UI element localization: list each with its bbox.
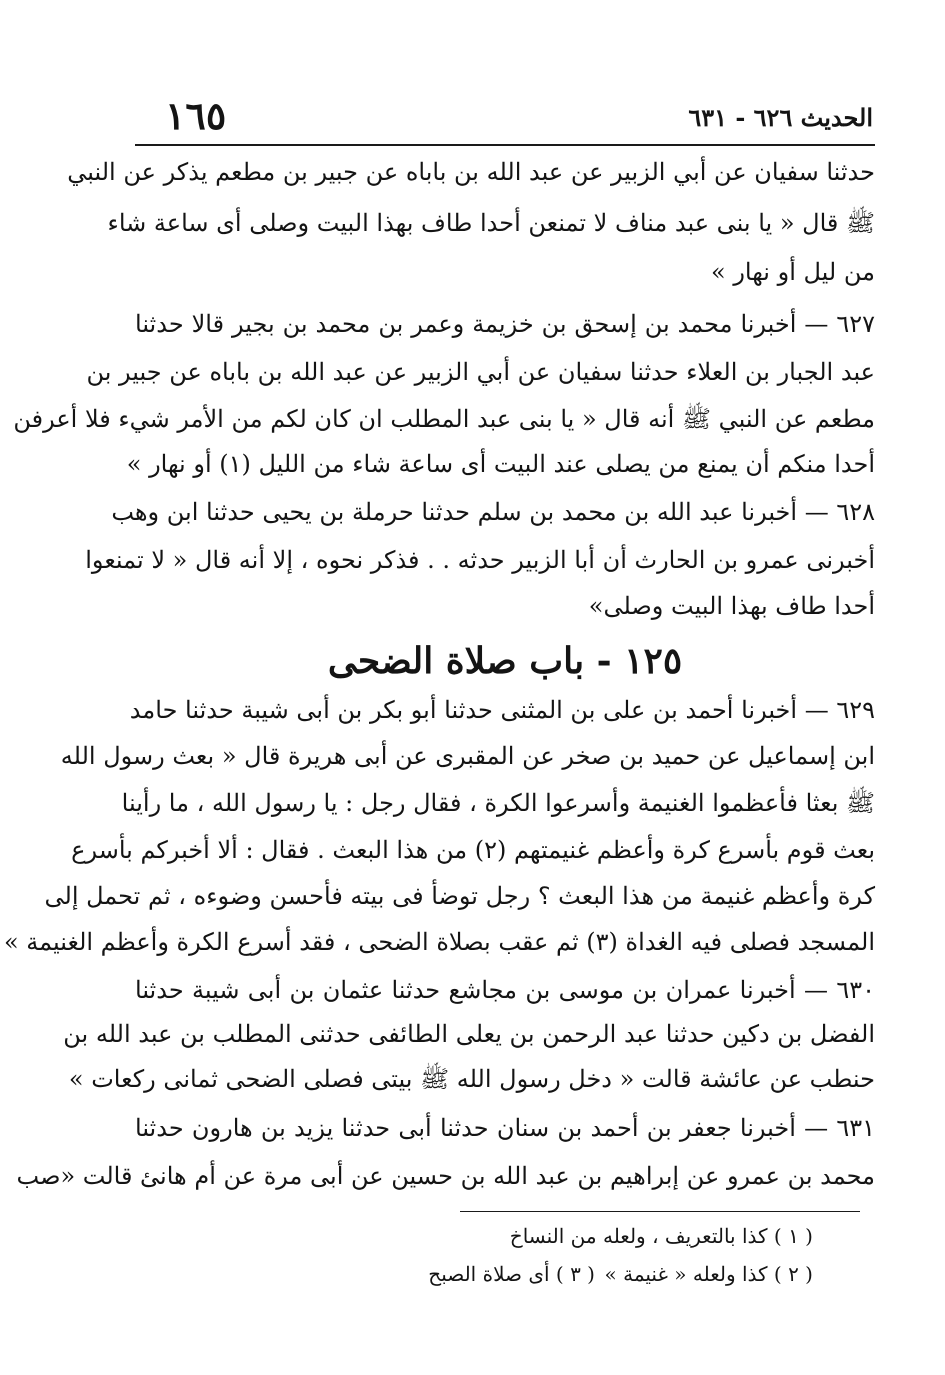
text-line: ابن إسماعيل عن حميد بن صخر عن المقبرى عن أبى هريرة قال « بعث رسول الله: [60, 742, 875, 770]
running-head: الحديث ٦٢٦ - ٦٣١: [688, 103, 873, 132]
footnote-1: ( ١ ) كذا بالتعريف ، ولعله من النساخ: [509, 1224, 813, 1248]
text-line: من ليل أو نهار »: [711, 258, 875, 286]
text-line: أخبرنى عمرو بن الحارث أن أبا الزبير حدثه . . فذكر نحوه ، إلا أنه قال « لا تمنعوا: [85, 546, 875, 574]
text-line: مطعم عن النبي ﷺ أنه قال « يا بنى عبد المطلب ان كان لكم من الأمر شيء فلا أعرفن: [13, 405, 875, 433]
chapter-heading: ١٢٥ - باب صلاة الضحى: [327, 640, 683, 682]
text-line: كرة وأعظم غنيمة من هذا البعث ؟ رجل توضأ فى بيته فأحسن وضوءه ، ثم تحمل إلى: [44, 882, 875, 910]
footnote-rule: [460, 1211, 860, 1212]
page-number: ١٦٥: [165, 93, 227, 138]
page-header: [135, 92, 875, 146]
text-line: المسجد فصلى فيه الغداة (٣) ثم عقب بصلاة الضحى ، فقد أسرع الكرة وأعظم الغنيمة »: [3, 928, 875, 956]
hadith-628-start: ٦٢٨ — أخبرنا عبد الله بن محمد بن سلم حدثنا حرملة بن يحيى حدثنا ابن وهب: [111, 498, 875, 526]
text-line: ﷺ بعثا فأعظموا الغنيمة وأسرعوا الكرة ، فقال رجل : يا رسول الله ، ما رأينا: [121, 789, 875, 817]
footnote-3: ( ٣ ) أى صلاة الصبح: [428, 1262, 595, 1286]
text-line: بعث قوم بأسرع كرة وأعظم غنيمتهم (٢) من هذا البعث . فقال : ألا أخبركم بأسرع: [71, 836, 875, 864]
text-line: ﷺ قال « يا بنى عبد مناف لا تمنعن أحدا طاف بهذا البيت وصلى أى ساعة شاء: [107, 209, 875, 237]
text-line: حنطب عن عائشة قالت « دخل رسول الله ﷺ بيتى فصلى الضحى ثمانى ركعات »: [68, 1065, 875, 1093]
text-line: الفضل بن دكين حدثنا عبد الرحمن بن يعلى الطائفى حدثنى المطلب بن عبد الله بن: [63, 1020, 875, 1048]
text-line: محمد بن عمرو عن إبراهيم بن عبد الله بن حسين عن أبى مرة عن أم هانئ قالت «صب: [16, 1162, 875, 1190]
hadith-631-start: ٦٣١ — أخبرنا جعفر بن أحمد بن سنان حدثنا أبى حدثنا يزيد بن هارون حدثنا: [135, 1114, 875, 1142]
text-line: أحدا منكم أن يمنع من يصلى عند البيت أى ساعة شاء من الليل (١) أو نهار »: [126, 450, 875, 478]
hadith-627-start: ٦٢٧ — أخبرنا محمد بن إسحق بن خزيمة وعمر بن محمد بن بجير قالا حدثنا: [135, 310, 875, 338]
hadith-630-start: ٦٣٠ — أخبرنا عمران بن موسى بن مجاشع حدثنا عثمان بن أبى شيبة حدثنا: [135, 976, 875, 1004]
footnote-2: ( ٢ ) كذا ولعله « غنيمة »: [604, 1262, 813, 1286]
hadith-629-start: ٦٢٩ — أخبرنا أحمد بن على بن المثنى حدثنا أبو بكر بن أبى شيبة حدثنا حامد: [129, 696, 875, 724]
text-line: أحدا طاف بهذا البيت وصلى»: [588, 592, 875, 620]
text-line: حدثنا سفيان عن أبي الزبير عن عبد الله بن باباه عن جبير بن مطعم يذكر عن النبي: [67, 158, 875, 186]
text-line: عبد الجبار بن العلاء حدثنا سفيان عن أبي الزبير عن عبد الله بن باباه عن جبير بن: [86, 358, 875, 386]
